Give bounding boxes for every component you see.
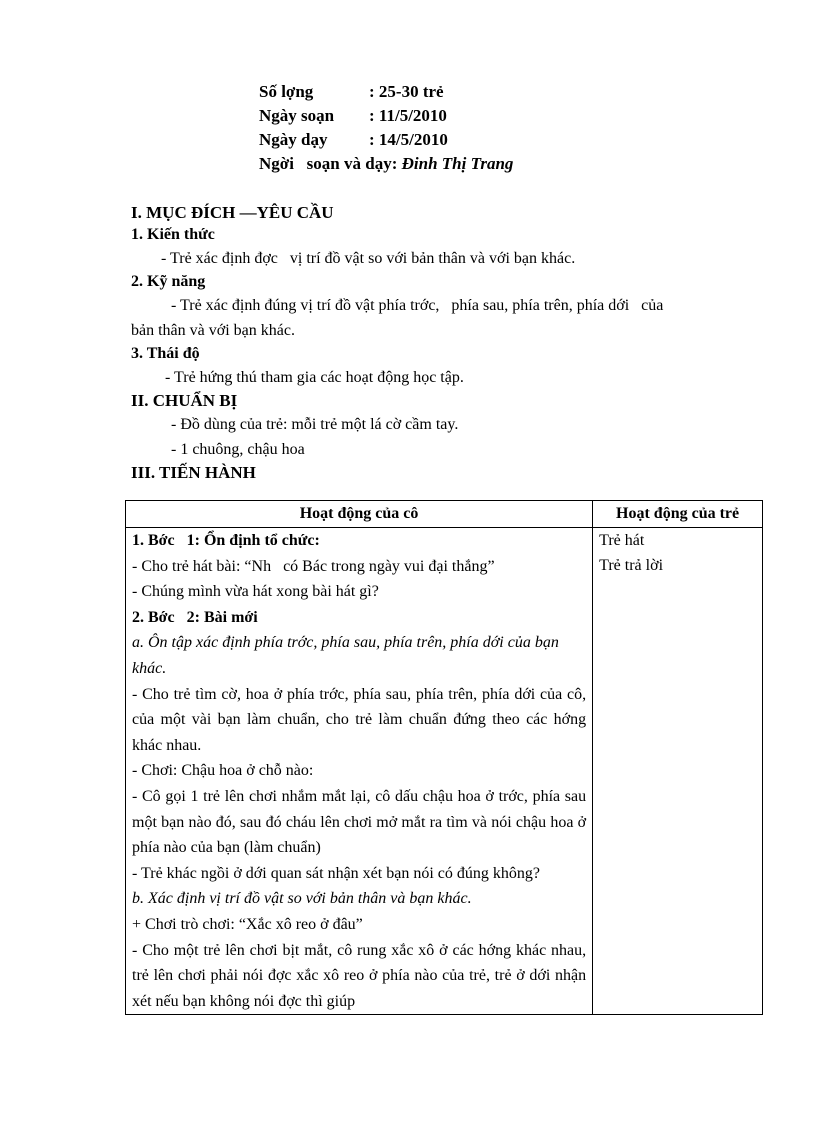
header-row-count bbox=[259, 80, 513, 104]
author-label: Ngời soạn và dạy: bbox=[259, 154, 402, 173]
knowledge-title: 1. Kiến thức bbox=[131, 226, 215, 243]
child-response: Trẻ trả lời bbox=[599, 557, 664, 574]
skill-title: 2. Kỹ năng bbox=[131, 273, 206, 290]
preparation-item: - 1 chuông, chậu hoa bbox=[171, 441, 305, 458]
header-value: : 11/5/2010 bbox=[369, 106, 447, 125]
header-label: Ngày soạn bbox=[259, 106, 335, 125]
teacher-line: - Cho trẻ hát bài: “Nh có Bác trong ngày vui đại thắng” bbox=[132, 557, 495, 575]
teacher-line: - Chơi: Chậu hoa ở chỗ nào: bbox=[132, 762, 314, 780]
step1-title: 1. Bớc 1: Ổn định tổ chức: bbox=[132, 532, 320, 549]
teacher-line: + Chơi trò chơi: “Xắc xô reo ở đâu” bbox=[132, 915, 363, 933]
activity-table bbox=[125, 500, 763, 1015]
section-title-preparation: II. CHUẨN BỊ bbox=[131, 391, 238, 410]
teacher-activity-cell bbox=[126, 528, 593, 1015]
header-row-author bbox=[259, 152, 513, 176]
child-activity-cell bbox=[593, 528, 763, 1015]
lesson-header bbox=[259, 80, 513, 176]
header-row-taught bbox=[259, 128, 513, 152]
skill-text-line1: - Trẻ xác định đúng vị trí đồ vật phía trớc, phía sau, phía trên, phía dới của bbox=[171, 297, 664, 314]
table-row bbox=[126, 528, 763, 1015]
header-label: Số lợng bbox=[259, 82, 314, 101]
child-response: Trẻ hát bbox=[599, 532, 645, 549]
step2-title: 2. Bớc 2: Bài mới bbox=[132, 608, 258, 626]
section-title-procedure: III. TIẾN HÀNH bbox=[131, 463, 256, 482]
author-name: Đinh Thị Trang bbox=[401, 154, 514, 173]
header-row-prepared bbox=[259, 104, 513, 128]
teacher-paragraph: - Cho trẻ tìm cờ, hoa ở phía trớc, phía sau, phía trên, phía dới của cô, của một vài bạn làm chuẩn, cho trẻ làm chuẩn đứng theo các hớng khác nhau. bbox=[132, 685, 587, 754]
knowledge-text: - Trẻ xác định đợc vị trí đồ vật so với bản thân và với bạn khác. bbox=[161, 250, 576, 267]
subsection-a: a. Ôn tập xác định phía trớc, phía sau, phía trên, phía dới của bạn khác. bbox=[132, 634, 559, 677]
attitude-text: - Trẻ hứng thú tham gia các hoạt động học tập. bbox=[165, 369, 464, 386]
header-label: Ngày dạy bbox=[259, 130, 328, 149]
header-value: : 14/5/2010 bbox=[369, 130, 448, 149]
column-header-child: Hoạt động của trẻ bbox=[593, 501, 763, 528]
table-header-row bbox=[126, 501, 763, 528]
teacher-paragraph: - Cho một trẻ lên chơi bịt mắt, cô rung xắc xô ở các hớng khác nhau, trẻ lên chơi phải nói đợc xắc xô reo ở phía nào của trẻ, trẻ ở dới nhận xét nếu bạn không nói đợc thì giúp bbox=[132, 941, 587, 1010]
section-title-purpose: I. MỤC ĐÍCH —YÊU CẦU bbox=[131, 203, 334, 222]
preparation-item: - Đồ dùng của trẻ: mỗi trẻ một lá cờ cầm tay. bbox=[171, 416, 459, 433]
skill-text-line2: bản thân và với bạn khác. bbox=[131, 322, 295, 339]
column-header-teacher: Hoạt động của cô bbox=[126, 501, 593, 528]
teacher-line: - Chúng mình vừa hát xong bài hát gì? bbox=[132, 583, 379, 601]
attitude-title: 3. Thái độ bbox=[131, 345, 200, 362]
teacher-paragraph: - Trẻ khác ngồi ở dới quan sát nhận xét bạn nói có đúng không? bbox=[132, 864, 540, 882]
header-value: : 25-30 trẻ bbox=[369, 82, 444, 101]
lesson-body bbox=[131, 202, 751, 484]
subsection-b: b. Xác định vị trí đồ vật so với bản thân và bạn khác. bbox=[132, 890, 472, 908]
teacher-paragraph: - Cô gọi 1 trẻ lên chơi nhắm mắt lại, cô dấu chậu hoa ở trớc, phía sau một bạn nào đó, sau đó cháu lên chơi mở mắt ra tìm và nói chậu hoa ở phía nào của bạn (làm chuẩn) bbox=[132, 787, 587, 857]
